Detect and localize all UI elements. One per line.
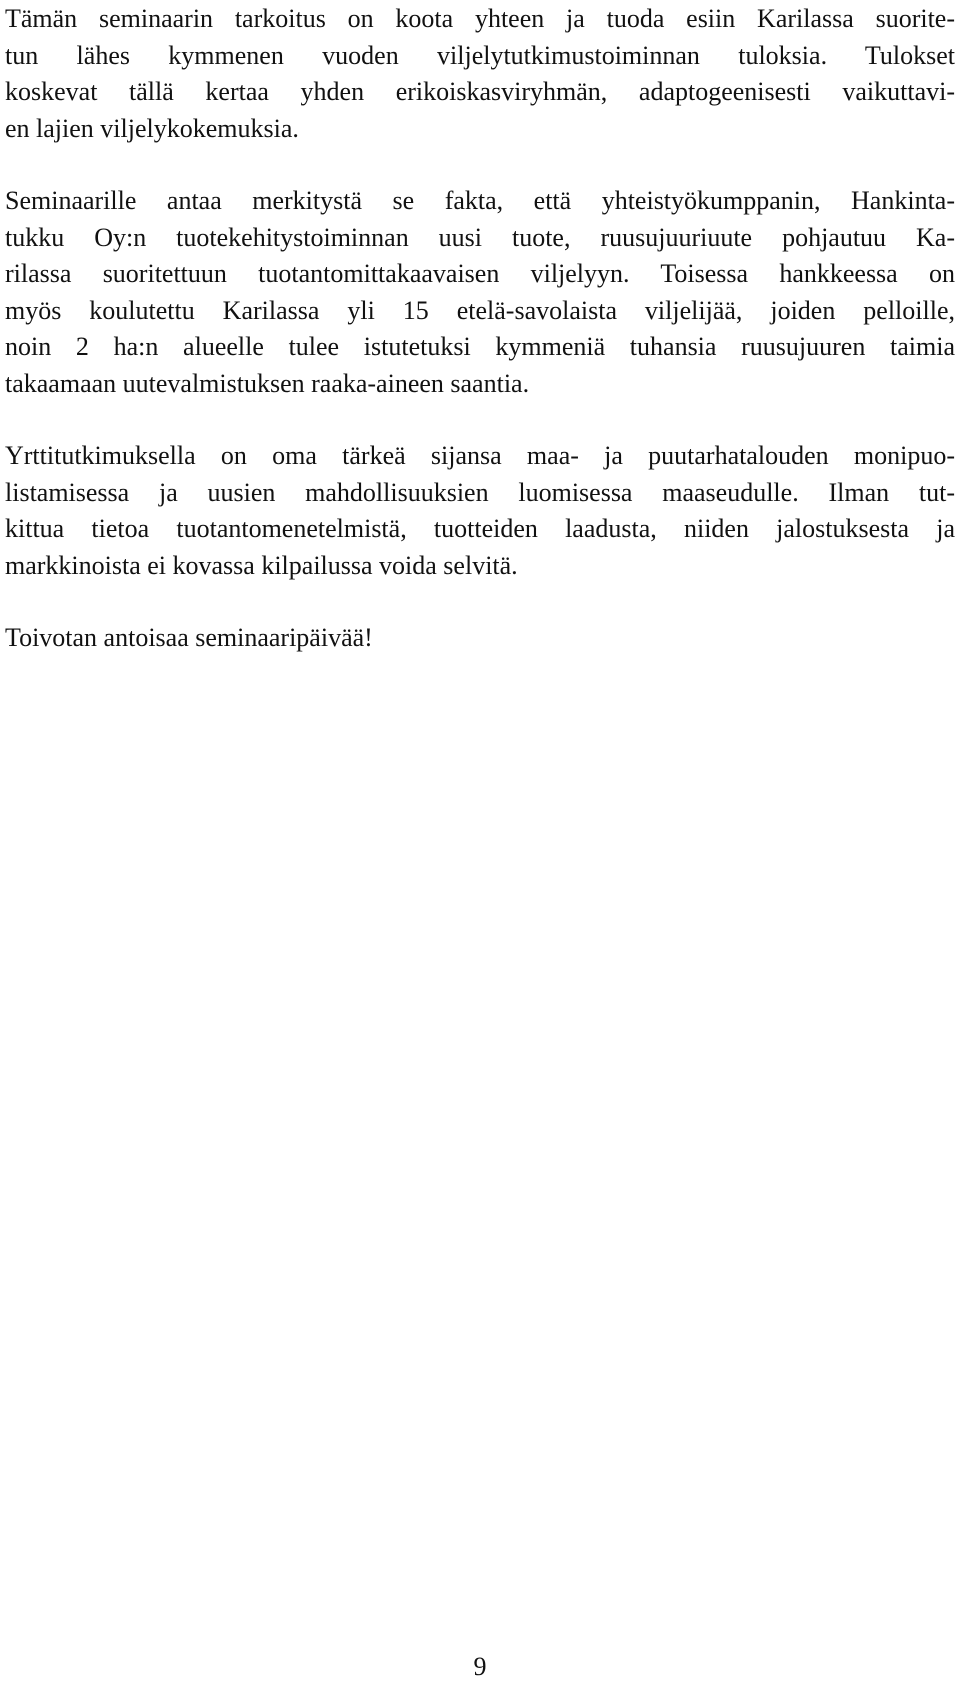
text-line: Tämän seminaarin tarkoitus on koota yhteen ja tuoda esiin Karilassa suorite- bbox=[5, 4, 955, 33]
paragraph-significance bbox=[5, 183, 955, 402]
paragraph-closing bbox=[5, 620, 955, 657]
paragraph-intro bbox=[5, 1, 955, 147]
text-line: takaamaan uutevalmistuksen raaka-aineen saantia. bbox=[5, 368, 530, 398]
page-number: 9 bbox=[473, 1652, 487, 1681]
text-line: kittua tietoa tuotantomenetelmistä, tuotteiden laadusta, niiden jalostuksesta ja bbox=[5, 514, 955, 543]
text-line: en lajien viljelykokemuksia. bbox=[5, 113, 299, 143]
text-line: myös koulutettu Karilassa yli 15 etelä-savolaista viljelijää, joiden pelloille, bbox=[5, 295, 955, 325]
text-line: tun lähes kymmenen vuoden viljelytutkimustoiminnan tuloksia. Tulokset bbox=[5, 40, 955, 70]
text-line: tukku Oy:n tuotekehitystoiminnan uusi tuote, ruusujuuriuute pohjautuu Ka- bbox=[5, 222, 955, 252]
text-line: rilassa suoritettuun tuotantomittakaavaisen viljelyyn. Toisessa hankkeessa on bbox=[5, 259, 955, 288]
text-line: Seminaarille antaa merkitystä se fakta, että yhteistyökumppanin, Hankinta- bbox=[5, 186, 955, 215]
document-page bbox=[5, 0, 955, 1700]
document-body bbox=[5, 1, 955, 657]
text-line: markkinoista ei kovassa kilpailussa voida selvitä. bbox=[5, 550, 518, 580]
text-line: listamisessa ja uusien mahdollisuuksien luomisessa maaseudulle. Ilman tut- bbox=[5, 477, 955, 507]
text-line: Toivotan antoisaa seminaaripäivää! bbox=[5, 623, 373, 652]
text-line: noin 2 ha:n alueelle tulee istutetuksi kymmeniä tuhansia ruusujuuren taimia bbox=[5, 332, 955, 361]
text-line: Yrttitutkimuksella on oma tärkeä sijansa maa- ja puutarhatalouden monipuo- bbox=[5, 441, 955, 470]
text-line: koskevat tällä kertaa yhden erikoiskasviryhmän, adaptogeenisesti vaikuttavi- bbox=[5, 77, 955, 106]
paragraph-herb-research bbox=[5, 438, 955, 584]
